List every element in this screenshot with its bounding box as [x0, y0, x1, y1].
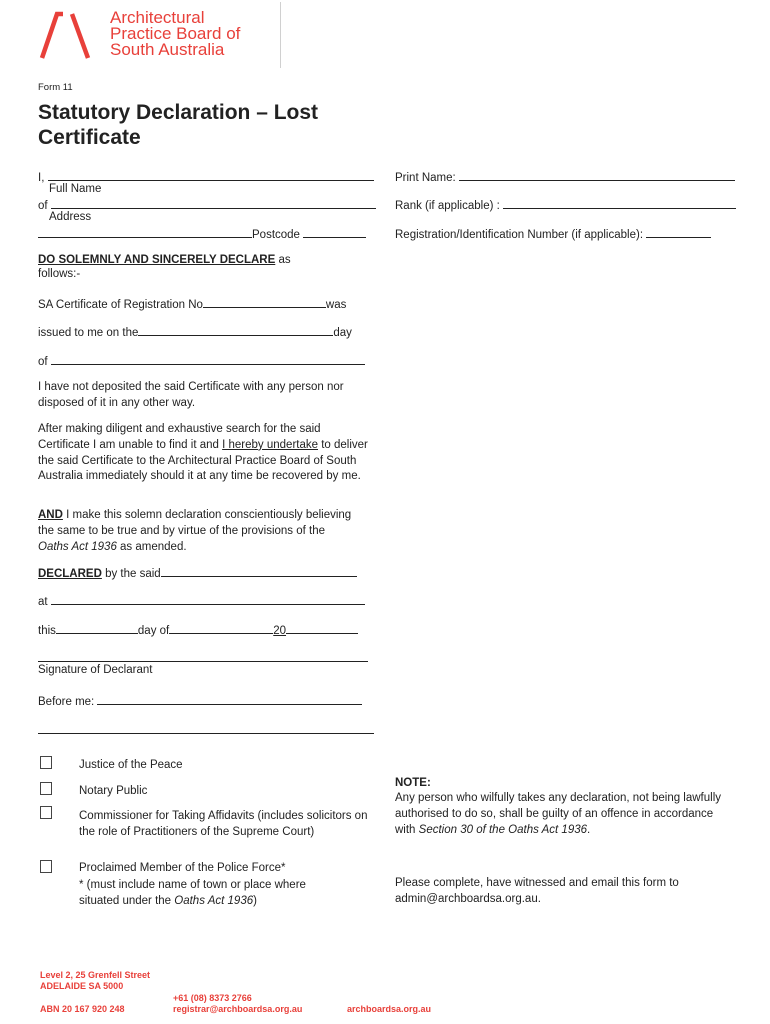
registration-number-field[interactable]: Registration/Identification Number (if applicable): — [395, 226, 711, 241]
declared-date-field[interactable]: this day of 20 — [38, 622, 358, 637]
header-divider — [280, 2, 281, 68]
logo-text: Architectural Practice Board of South Australia — [110, 8, 241, 59]
note-text: Any person who wilfully takes any declaration, not being lawfully authorised to do so, shall be guilty of an offence in accordance with Section 30 of the Oaths Act 1936. — [395, 792, 722, 836]
paragraph-diligent-search: After making diligent and exhaustive search for the said Certificate I am unable to find it and I hereby undertake to deliver the said Certificate to the Architectural Practice Board of South Australia immediately should it at any time be recovered by me. — [38, 423, 368, 483]
full-name-field[interactable]: I, — [38, 169, 374, 184]
commissioner-checkbox[interactable] — [40, 806, 52, 819]
declared-by-field[interactable]: DECLARED by the said — [38, 565, 357, 580]
notary-public-checkbox[interactable] — [40, 782, 52, 795]
footer-phone: +61 (08) 8373 2766 — [173, 993, 252, 1003]
signature-line[interactable] — [38, 661, 368, 662]
police-force-note: * (must include name of town or place where situated under the Oaths Act 1936) — [79, 879, 306, 907]
declared-at-field[interactable]: at — [38, 593, 365, 608]
page-title: Statutory Declaration – Lost Certificate — [38, 101, 319, 149]
signature-label: Signature of Declarant — [38, 664, 153, 676]
footer-address: Level 2, 25 Grenfell Street ADELAIDE SA 5000 — [40, 970, 151, 991]
before-me-field[interactable]: Before me: — [38, 693, 362, 708]
footer-website[interactable]: archboardsa.org.au — [347, 1004, 432, 1014]
footer-email[interactable]: registrar@archboardsa.org.au — [173, 1004, 303, 1014]
commissioner-label: Commissioner for Taking Affidavits (includes solicitors on the role of Practitioners of the Supreme Court) — [79, 810, 368, 838]
footer-contact — [173, 993, 302, 1015]
paragraph-conscientiously: AND I make this solemn declaration conscientiously believing the same to be true and by virtue of the provisions of the Oaths Act 1936 as amended. — [38, 509, 352, 553]
notary-public-label: Notary Public — [79, 785, 148, 797]
full-name-label: Full Name — [49, 183, 102, 195]
certificate-number-field[interactable]: SA Certificate of Registration No was — [38, 296, 346, 311]
postcode-field[interactable]: Postcode — [38, 226, 366, 241]
board-logo-mark — [38, 10, 96, 60]
footer-abn: ABN 20 167 920 248 — [40, 1004, 125, 1014]
address-label: Address — [49, 211, 92, 223]
print-name-field[interactable]: Print Name: — [395, 169, 735, 184]
follows-label: follows:- — [38, 268, 81, 280]
police-force-label: Proclaimed Member of the Police Force* — [79, 862, 286, 874]
complete-instructions: Please complete, have witnessed and email this form to admin@archboardsa.org.au. — [395, 877, 679, 905]
issued-month-field[interactable]: of — [38, 353, 365, 368]
note-heading: NOTE: — [395, 777, 431, 789]
witness-signature-line[interactable] — [38, 733, 374, 734]
rank-field[interactable]: Rank (if applicable) : — [395, 197, 736, 212]
justice-of-peace-label: Justice of the Peace — [79, 759, 183, 771]
issued-date-field[interactable]: issued to me on the day — [38, 324, 352, 339]
paragraph-not-deposited: I have not deposited the said Certificate with any person nor disposed of it in any other way. — [38, 381, 344, 409]
solemnly-declare: DO SOLEMNLY AND SINCERELY DECLARE as — [38, 254, 291, 266]
address-field[interactable]: of — [38, 197, 376, 212]
police-force-checkbox[interactable] — [40, 860, 52, 873]
justice-of-peace-checkbox[interactable] — [40, 756, 52, 769]
form-number: Form 11 — [38, 82, 73, 93]
